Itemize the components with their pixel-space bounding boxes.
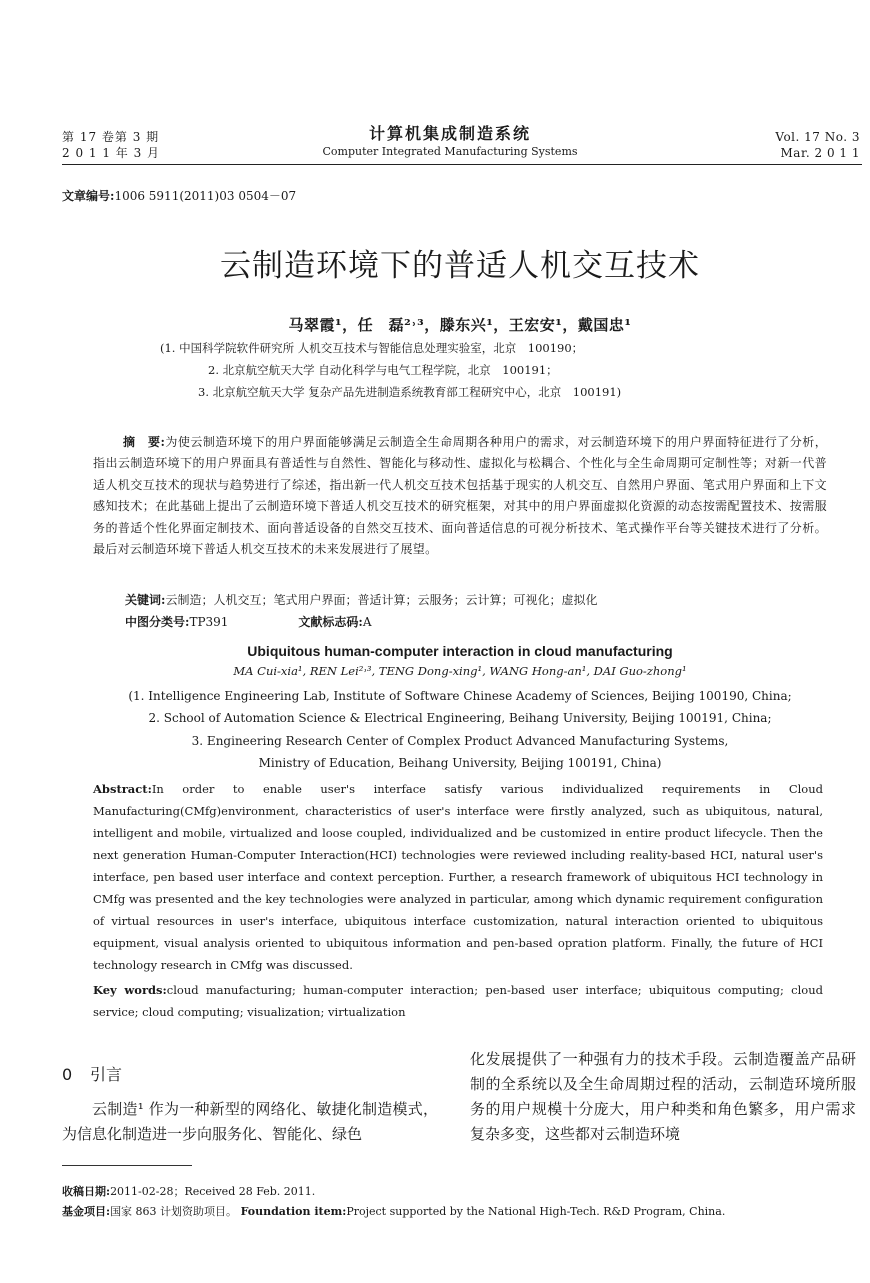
affiliation-cn-1: (1. 中国科学院软件研究所 人机交互技术与智能信息处理实验室，北京 100190； — [160, 341, 584, 355]
abstract-en-text: In order to enable user's interface satisfy various individualized requirements in Cloud Manufacturing(CMfg)environment, characteristics of user's interface were firstly analyzed, such as ubiquitous, natural, intelligent and mobile, virtualized and loose coupled, individualized and be customized in entire product lifecycle. Then the next generation Human-Computer Interaction(HCI) technologies were reviewed including reality-based HCI, natural user's interface, pen based user interface and context perception. Further, a research framework of ubiquitous HCI technology in CMfg was presented and the key technologies were analyzed in particular, among which dynamic requirement configuration of virtual resources in user's interface, ubiquitous interface customization, natural interaction oriented to ubiquitous equipment, visual analysis oriented to ubiquitous information and pen-based opration platform. Finally, the future of HCI technology research in CMfg was discussed. — [93, 782, 823, 972]
header-issue-info — [62, 129, 160, 161]
paper-title-en: Ubiquitous human-computer interaction in cloud manufacturing — [247, 643, 673, 659]
keywords-cn-label: 关键词: — [125, 593, 166, 607]
authors-en: MA Cui-xia¹, REN Lei²˒³, TENG Dong-xing¹, WANG Hong-an¹, DAI Guo-zhong¹ — [233, 664, 687, 678]
keywords-en-label: Key words: — [93, 983, 167, 997]
keywords-cn — [125, 591, 597, 608]
header-divider — [62, 164, 862, 165]
affiliation-en-2: 2. School of Automation Science & Electrical Engineering, Beihang University, Beijing 100191, China; — [148, 711, 772, 725]
affiliation-en-3: 3. Engineering Research Center of Complex Product Advanced Manufacturing Systems, — [191, 734, 729, 748]
affiliation-cn-2: 2. 北京航空航天大学 自动化科学与电气工程学院，北京 100191； — [208, 363, 558, 377]
journal-name-cn: 计算机集成制造系统 — [368, 124, 531, 143]
affiliation-cn-3: 3. 北京航空航天大学 复杂产品先进制造系统教育部工程研究中心，北京 100191) — [198, 385, 622, 399]
abstract-en — [93, 778, 823, 976]
keywords-cn-text: 云制造；人机交互；笔式用户界面；普适计算；云服务；云计算；可视化；虚拟化 — [165, 593, 598, 607]
fund-label-en: Foundation item: — [240, 1205, 347, 1218]
section-heading-introduction — [62, 1062, 122, 1085]
received-text: 2011-02-28；Received 28 Feb. 2011. — [110, 1185, 316, 1198]
footnotes — [62, 1182, 862, 1222]
authors-cn: 马翠霞¹，任 磊²˒³，滕东兴¹，王宏安¹，戴国忠¹ — [288, 316, 632, 334]
header-date-en: Mar. 2 0 1 1 — [780, 146, 860, 160]
paper-title-cn: 云制造环境下的普适人机交互技术 — [220, 248, 700, 284]
affiliation-en-4: Ministry of Education, Beihang University, Beijing 100191, China) — [258, 756, 662, 770]
fund-text-cn: 国家 863 计划资助项目。 — [110, 1205, 238, 1218]
fund-text-en: Project supported by the National High-Tech. R&D Program, China. — [346, 1205, 726, 1218]
keywords-en — [93, 979, 823, 1023]
footnote-fund — [62, 1202, 862, 1222]
header-volume-info — [775, 129, 860, 161]
article-number-value: 1006 5911(2011)03 0504－07 — [114, 189, 297, 203]
affiliation-en-1: (1. Intelligence Engineering Lab, Institute of Software Chinese Academy of Sciences, Beijing 100190, China; — [128, 689, 792, 703]
abstract-en-label: Abstract: — [93, 782, 152, 796]
keywords-en-text: cloud manufacturing; human-computer interaction; pen-based user interface; ubiquitous computing; cloud service; cloud computing; visualization; virtualization — [93, 983, 823, 1019]
clc-label: 中图分类号: — [125, 615, 190, 629]
classification-cn — [125, 613, 372, 630]
header-volume-en: Vol. 17 No. 3 — [775, 130, 860, 144]
fund-label: 基金项目: — [62, 1205, 111, 1218]
journal-name-en: Computer Integrated Manufacturing Systems — [322, 145, 578, 158]
journal-name — [300, 124, 600, 159]
footnote-divider — [62, 1165, 192, 1166]
doc-code-label: 文献标志码: — [298, 615, 363, 629]
intro-paragraph-left: 云制造¹ 作为一种新型的网络化、敏捷化制造模式，为信息化制造进一步向服务化、智能化、绿色 — [62, 1100, 438, 1143]
abstract-cn-text: 为使云制造环境下的用户界面能够满足云制造全生命周期各种用户的需求，对云制造环境下的用户界面特征进行了分析，指出云制造环境下的用户界面具有普适性与自然性、智能化与移动性、虚拟化与松耦合、个性化与全生命周期可定制性等；对新一代普适人机交互技术的现状与趋势进行了综述，指出新一代人机交互技术包括基于现实的人机交互、自然用户界面、笔式用户界面和上下文感知技术；在此基础上提出了云制造环境下普适人机交互技术的研究框架，对其中的用户界面虚拟化资源的动态按需配置技术、按需服务的普适个性化界面定制技术、面向普适设备的自然交互技术、面向普适信息的可视分析技术、笔式操作平台等关键技术进行了分析。最后对云制造环境下普适人机交互技术的未来发展进行了展望。 — [93, 435, 828, 557]
abstract-cn — [93, 432, 827, 560]
article-number-label: 文章编号: — [62, 189, 115, 203]
section-title: 引言 — [90, 1065, 123, 1084]
header-date-cn: 2 0 1 1 年 3 月 — [62, 146, 161, 160]
clc-value: TP391 — [189, 615, 229, 629]
intro-paragraph-right: 化发展提供了一种强有力的技术手段。云制造覆盖产品研制的全系统以及全生命周期过程的活动，云制造环境所服务的用户规模十分庞大，用户种类和角色繁多，用户需求复杂多变，这些都对云制造环境 — [470, 1050, 856, 1143]
section-number: 0 — [62, 1065, 73, 1084]
received-label: 收稿日期: — [62, 1185, 111, 1198]
header-volume-cn: 第 17 卷第 3 期 — [62, 130, 160, 144]
doc-code-value: A — [362, 615, 372, 629]
article-number — [62, 187, 296, 204]
footnote-received — [62, 1182, 862, 1202]
abstract-cn-label: 摘 要: — [123, 435, 166, 449]
